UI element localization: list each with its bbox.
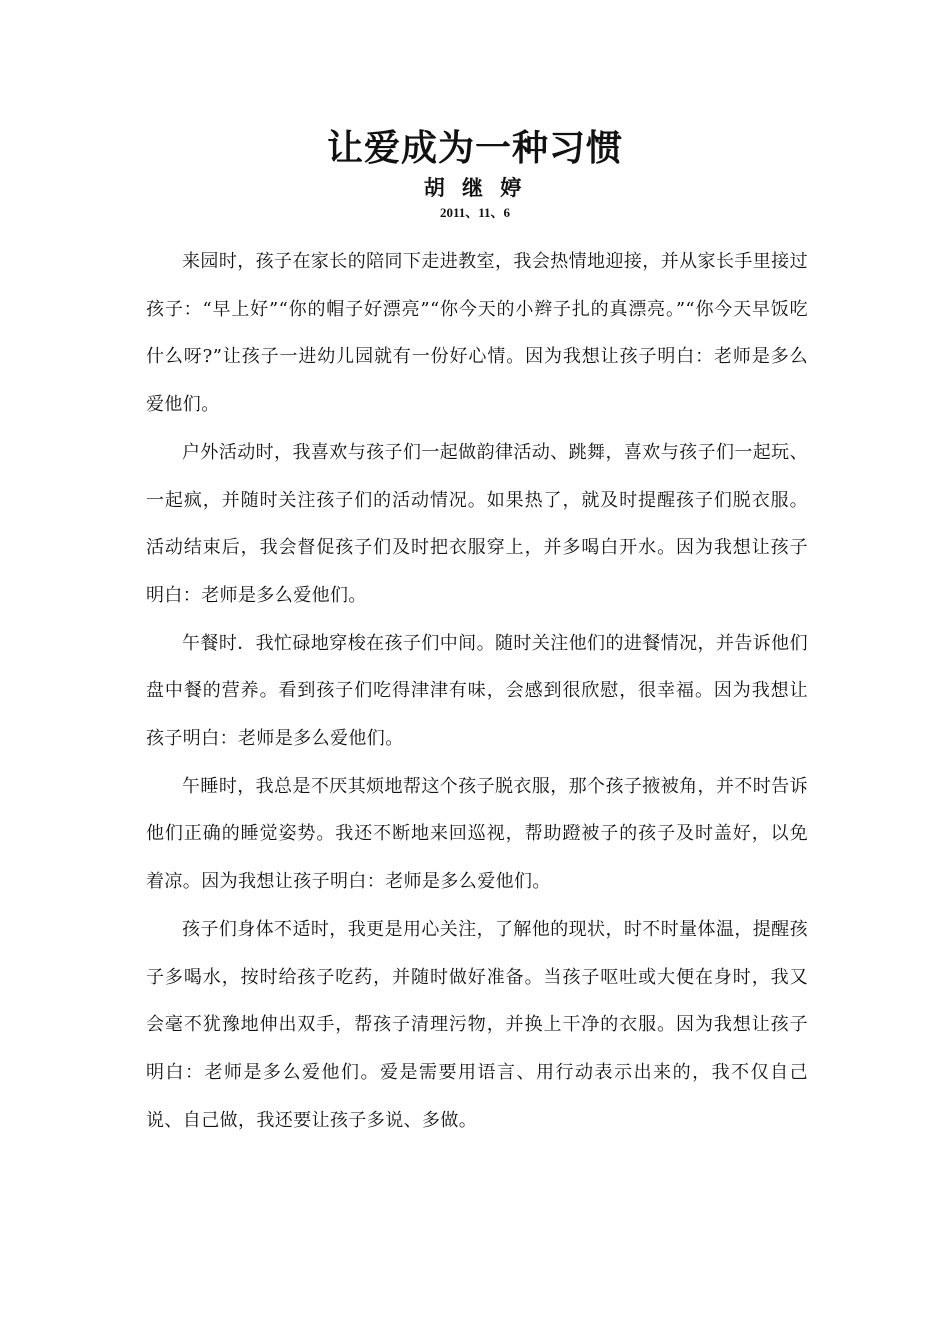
paragraph-illness: 孩子们身体不适时，我更是用心关注，了解他的现状，时不时量体温，提醒孩子多喝水，按时给孩子吃药，并随时做好准备。当孩子呕吐或大便在身时，我又会毫不犹豫地伸出双手，帮孩子清理污物，并换上干净的衣服。因为我想让孩子明白：老师是多么爱他们。爱是需要用语言、用行动表示出来的，我不仅自己说、自己做，我还要让孩子多说、多做。	[146, 918, 808, 1131]
document-author: 胡 继 婷	[423, 175, 527, 200]
document-body	[146, 238, 808, 1144]
paragraph-outdoor-activity: 户外活动时，我喜欢与孩子们一起做韵律活动、跳舞，喜欢与孩子们一起玩、一起疯，并随时关注孩子们的活动情况。如果热了，就及时提醒孩子们脱衣服。活动结束后，我会督促孩子们及时把衣服穿上，并多喝白开水。因为我想让孩子明白：老师是多么爱他们。	[146, 441, 808, 606]
paragraph-lunch: 午餐时．我忙碌地穿梭在孩子们中间。随时关注他们的进餐情况，并告诉他们盘中餐的营养。看到孩子们吃得津津有味，会感到很欣慰，很幸福。因为我想让孩子明白：老师是多么爱他们。	[146, 632, 808, 750]
paragraph-arrival: 来园时，孩子在家长的陪同下走进教室，我会热情地迎接，并从家长手里接过孩子：“早上好”“你的帽子好漂亮”“你今天的小辫子扎的真漂亮。”“你今天早饭吃什么呀?”让孩子一进幼儿园就有一份好心情。因为我想让孩子明白：老师是多么爱他们。	[146, 251, 808, 416]
paragraph-nap: 午睡时，我总是不厌其烦地帮这个孩子脱衣服，那个孩子掖被角，并不时告诉他们正确的睡觉姿势。我还不断地来回巡视，帮助蹬被子的孩子及时盖好，以免着凉。因为我想让孩子明白：老师是多么爱他们。	[146, 775, 808, 893]
document-date: 2011、11、6	[439, 205, 511, 220]
document-title: 让爱成为一种习惯	[326, 127, 623, 169]
